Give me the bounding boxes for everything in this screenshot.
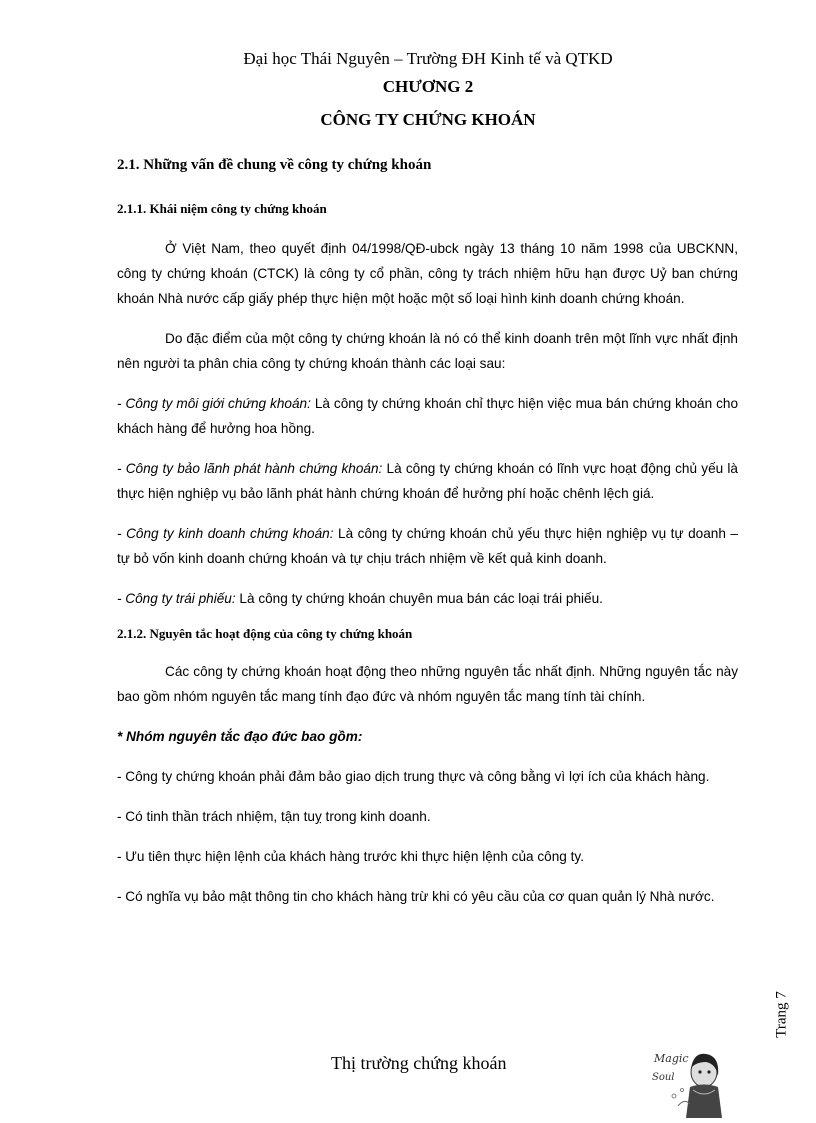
list-item-underwriting	[117, 456, 738, 506]
decoration-word-magic: Magic	[654, 1052, 689, 1065]
decorative-girl-illustration	[648, 1046, 726, 1118]
girl-body-icon	[686, 1085, 722, 1119]
term-label: - Công ty kinh doanh chứng khoán:	[117, 526, 334, 541]
ethics-item: - Công ty chứng khoán phải đảm bảo giao dịch trung thực và công bằng vì lợi ích của khách hàng.	[117, 769, 710, 784]
ethics-item: - Có tinh thần trách nhiệm, tận tuỵ trong kinh doanh.	[117, 809, 431, 824]
term-label: - Công ty bảo lãnh phát hành chứng khoán:	[117, 461, 383, 476]
list-item-brokerage	[117, 391, 738, 441]
term-label: - Công ty trái phiếu:	[117, 591, 236, 606]
paragraph-definition: Ở Việt Nam, theo quyết định 04/1998/QĐ-ubck ngày 13 tháng 10 năm 1998 của UBCKNN, công ty chứng khoán (CTCK) là công ty cổ phần, công ty trách nhiệm hữu hạn được Uỷ ban chứng khoán Nhà nước cấp giấy phép thực hiện một hoặc một số loại hình kinh doanh chứng khoán.	[117, 241, 738, 306]
term-description: Là công ty chứng khoán chủ yếu thực hiện nghiệp vụ tự doanh – tự bỏ vốn kinh doanh chứng khoán và tự chịu trách nhiệm về kết quả kinh doanh.	[117, 526, 738, 566]
section-heading-2-1: 2.1. Những vấn đề chung về công ty chứng khoán	[117, 157, 432, 173]
institution-header: Đại học Thái Nguyên – Trường ĐH Kinh tế và QTKD	[243, 49, 613, 68]
page-number-label: Trang 7	[773, 991, 790, 1038]
list-item-bond	[117, 586, 738, 611]
list-item-dealing	[117, 521, 738, 571]
paragraph-classification: Do đặc điểm của một công ty chứng khoán là nó có thể kinh doanh trên một lĩnh vực nhất định nên người ta phân chia công ty chứng khoán thành các loại sau:	[117, 331, 738, 371]
paragraph-principles: Các công ty chứng khoán hoạt động theo những nguyên tắc nhất định. Những nguyên tắc này bao gồm nhóm nguyên tắc mang tính đạo đức và nhóm nguyên tắc mang tính tài chính.	[117, 664, 738, 704]
term-description: Là công ty chứng khoán có lĩnh vực hoạt động chủ yếu là thực hiện nghiệp vụ bảo lãnh phát hành chứng khoán để hưởng phí hoặc chênh lệch giá.	[117, 461, 738, 501]
document-body	[117, 157, 738, 924]
term-label: - Công ty môi giới chứng khoán:	[117, 396, 311, 411]
ethics-heading: * Nhóm nguyên tắc đạo đức bao gồm:	[117, 729, 363, 744]
footer-title: Thị trường chứng khoán	[331, 1053, 507, 1073]
term-description: Là công ty chứng khoán chỉ thực hiện việc mua bán chứng khoán cho khách hàng để hưởng hoa hồng.	[117, 396, 739, 436]
term-description: Là công ty chứng khoán chuyên mua bán các loại trái phiếu.	[235, 591, 603, 606]
section-heading-2-1-1: 2.1.1. Khái niệm công ty chứng khoán	[117, 201, 327, 216]
chapter-title: CÔNG TY CHỨNG KHOÁN	[320, 110, 536, 129]
decoration-word-soul: Soul	[652, 1072, 675, 1083]
page-number	[770, 976, 792, 1056]
chapter-number: CHƯƠNG 2	[382, 77, 474, 96]
ethics-item: - Có nghĩa vụ bảo mật thông tin cho khách hàng trừ khi có yêu cầu của cơ quan quản lý Nhà nước.	[117, 889, 715, 904]
section-heading-2-1-2: 2.1.2. Nguyên tắc hoạt động của công ty chứng khoán	[117, 626, 413, 641]
ethics-item: - Ưu tiên thực hiện lệnh của khách hàng trước khi thực hiện lệnh của công ty.	[117, 849, 584, 864]
